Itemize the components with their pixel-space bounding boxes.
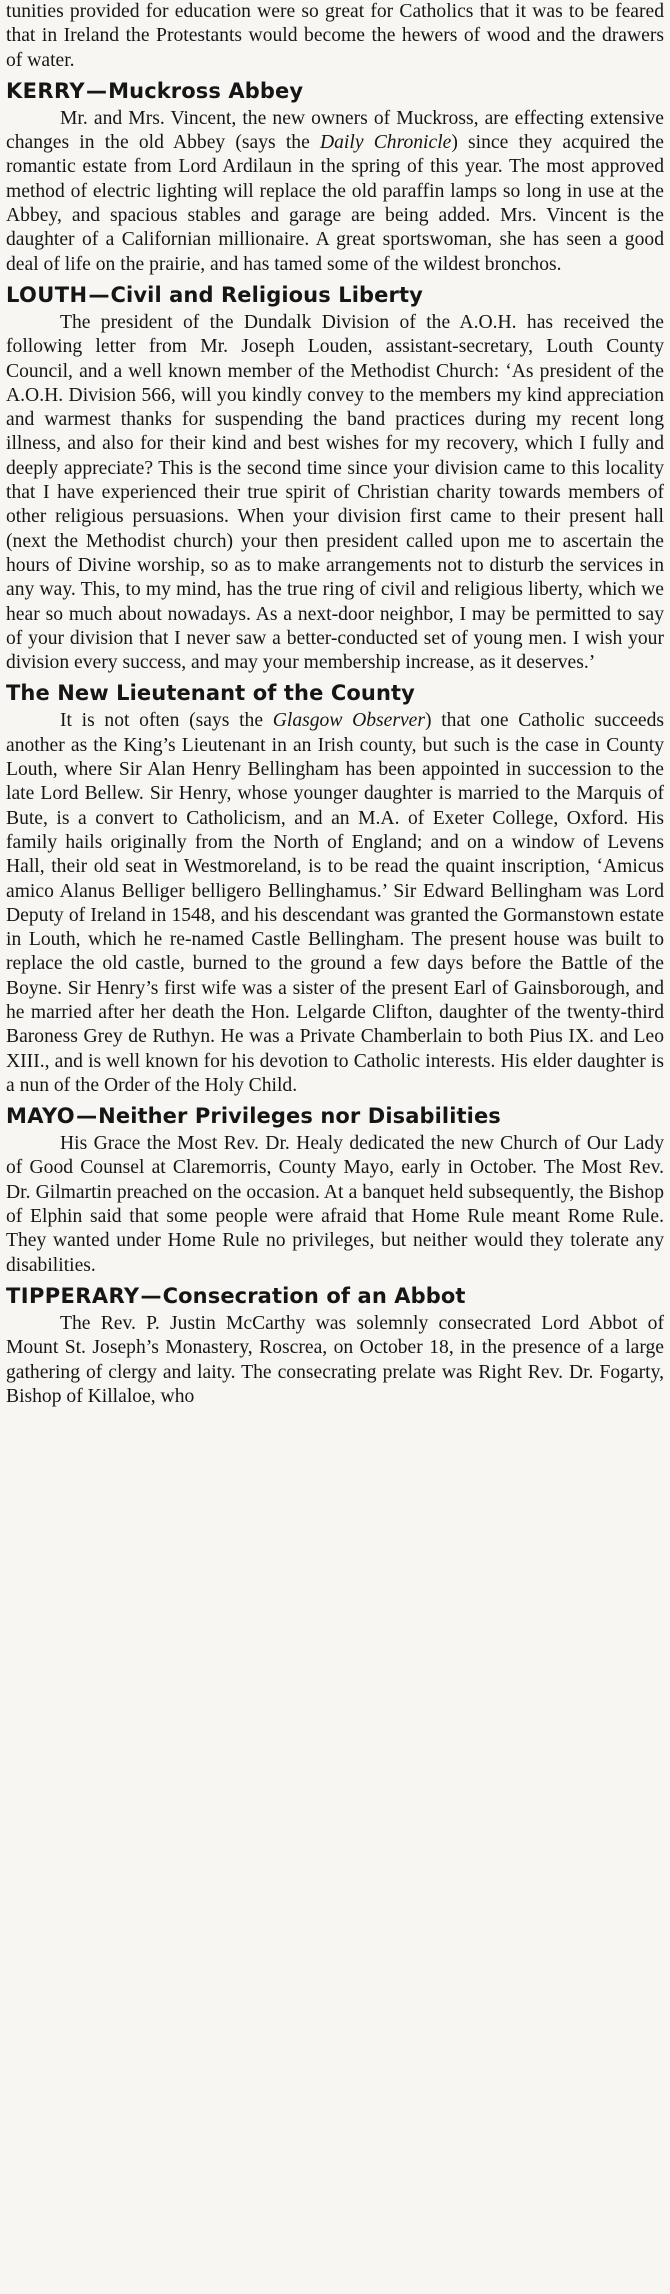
article-heading-tipperary	[6, 1284, 664, 1309]
article-paragraph-mayo	[6, 1132, 664, 1278]
heading-dash: —	[76, 1104, 98, 1129]
article-paragraph-new-lieutenant	[6, 709, 664, 1098]
paragraph-text: It is not often (says the	[60, 710, 273, 732]
heading-title: Muckross Abbey	[108, 78, 304, 103]
paragraph-text: Mr. and Mrs. Vincent, the new owners of Muckross, are effecting extensive changes in the old Abbey (says the	[6, 107, 664, 154]
article-heading-new-lieutenant	[6, 681, 664, 706]
newspaper-citation: Daily Chronicle	[319, 132, 452, 154]
article-heading-louth	[6, 283, 664, 308]
heading-title: Neither Privileges nor Disabilities	[98, 1104, 501, 1129]
article-heading-kerry	[6, 79, 664, 104]
newspaper-citation: Glasgow Observer	[272, 710, 426, 732]
paragraph-text: The Rev. P. Justin McCarthy was solemnly consecrated Lord Abbot of Mount St. Joseph’s Monastery, Roscrea, on October 18, in the presence of a large gathering of clergy and laity. The consecrating prelate was Right Rev. Dr. Fogarty, Bishop of Killaloe, who	[6, 1312, 664, 1407]
article-paragraph-louth	[6, 311, 664, 675]
intro-paragraph: tunities provided for education were so great for Catholics that it was to be feared that in Ireland the Protestants would become the hewers of wood and the drawers of water.	[6, 1, 664, 71]
heading-region: TIPPERARY	[6, 1283, 140, 1308]
article-paragraph-tipperary	[6, 1312, 664, 1409]
heading-dash: —	[140, 1283, 162, 1308]
article-heading-mayo	[6, 1104, 664, 1129]
heading-title: Consecration of an Abbot	[162, 1283, 466, 1308]
heading-dash: —	[86, 78, 108, 103]
heading-dash: —	[88, 282, 110, 307]
heading-title: Civil and Religious Liberty	[110, 282, 423, 307]
heading-title: The New Lieutenant of the County	[6, 681, 415, 706]
article-paragraph-kerry	[6, 107, 664, 277]
heading-region: KERRY	[6, 78, 86, 103]
paragraph-text: His Grace the Most Rev. Dr. Healy dedicated the new Church of Our Lady of Good Counsel at Claremorris, County Mayo, early in October. The Most Rev. Dr. Gilmartin preached on the occasion. At a banquet held subsequently, the Bishop of Elphin said that some people were afraid that Home Rule meant Rome Rule. They wanted under Home Rule no privileges, but neither would they tolerate any disabilities.	[6, 1133, 664, 1276]
paragraph-text: ) that one Catholic succeeds another as the King’s Lieutenant in an Irish county, but such is the case in County Louth, where Sir Alan Henry Bellingham has been appointed in succession to the late Lord Bellew. Sir Henry, whose younger daughter is married to the Marquis of Bute, is a convert to Catholicism, and an M.A. of Exeter College, Oxford. His family hails originally from the North of England; and on a window of Levens Hall, their old seat in Westmoreland, is to be read the quaint inscription, ‘Amicus amico Alanus Belliger belligero Bellinghamus.’ Sir Edward Bellingham was Lord Deputy of Ireland in 1548, and his descendant was granted the Gormanstown estate in Louth, which he re-named Castle Bellingham. The present house was built to replace the old castle, burned to the ground a few days before the Battle of the Boyne. Sir Henry’s first wife was a sister of the present Earl of Gainsborough, and he married after her death the Hon. Lelgarde Clifton, daughter of the twenty-third Baroness Grey de Ruthyn. He was a Private Chamberlain to both Pius IX. and Leo XIII., and is well known for his devotion to Catholic interests. His elder daughter is a nun of the Order of the Holy Child.	[6, 710, 665, 1096]
paragraph-text: The president of the Dundalk Division of the A.O.H. has received the following letter from Mr. Joseph Louden, assistant-secretary, Louth County Council, and a well known member of the Methodist Church: ‘As president of the A.O.H. Division 566, will you kindly convey to the members my kind appreciation and warmest thanks for suspending the band practices during my recent long illness, and also for their kind and best wishes for my recovery, which I fully and deeply appreciate? This is the second time since your division came to this locality that I have experienced their true spirit of Christian charity towards members of other religious persuasions. When your division first came to their present hall (next the Methodist church) your then president called upon me to ascertain the hours of Divine worship, so as to make arrangements not to disturb the services in any way. This, to my mind, has the true ring of civil and religious liberty, which we hear so much about nowadays. As a next-door neighbor, I may be permitted to say of your division that I never saw a better-conducted set of young men. I wish your division every success, and may your membership increase, as it deserves.’	[6, 311, 664, 674]
paragraph-text: ) since they acquired the romantic estate from Lord Ardilaun in the spring of this year. The most approved method of electric lighting will replace the old paraffin lamps so long in use at the Abbey, and spacious stables and garage are being added. Mrs. Vincent is the daughter of a Californian millionaire. A great sportswoman, she has seen a good deal of life on the prairie, and has tamed some of the wildest bronchos.	[6, 132, 664, 275]
heading-region: LOUTH	[6, 282, 88, 307]
heading-region: MAYO	[6, 1104, 76, 1129]
